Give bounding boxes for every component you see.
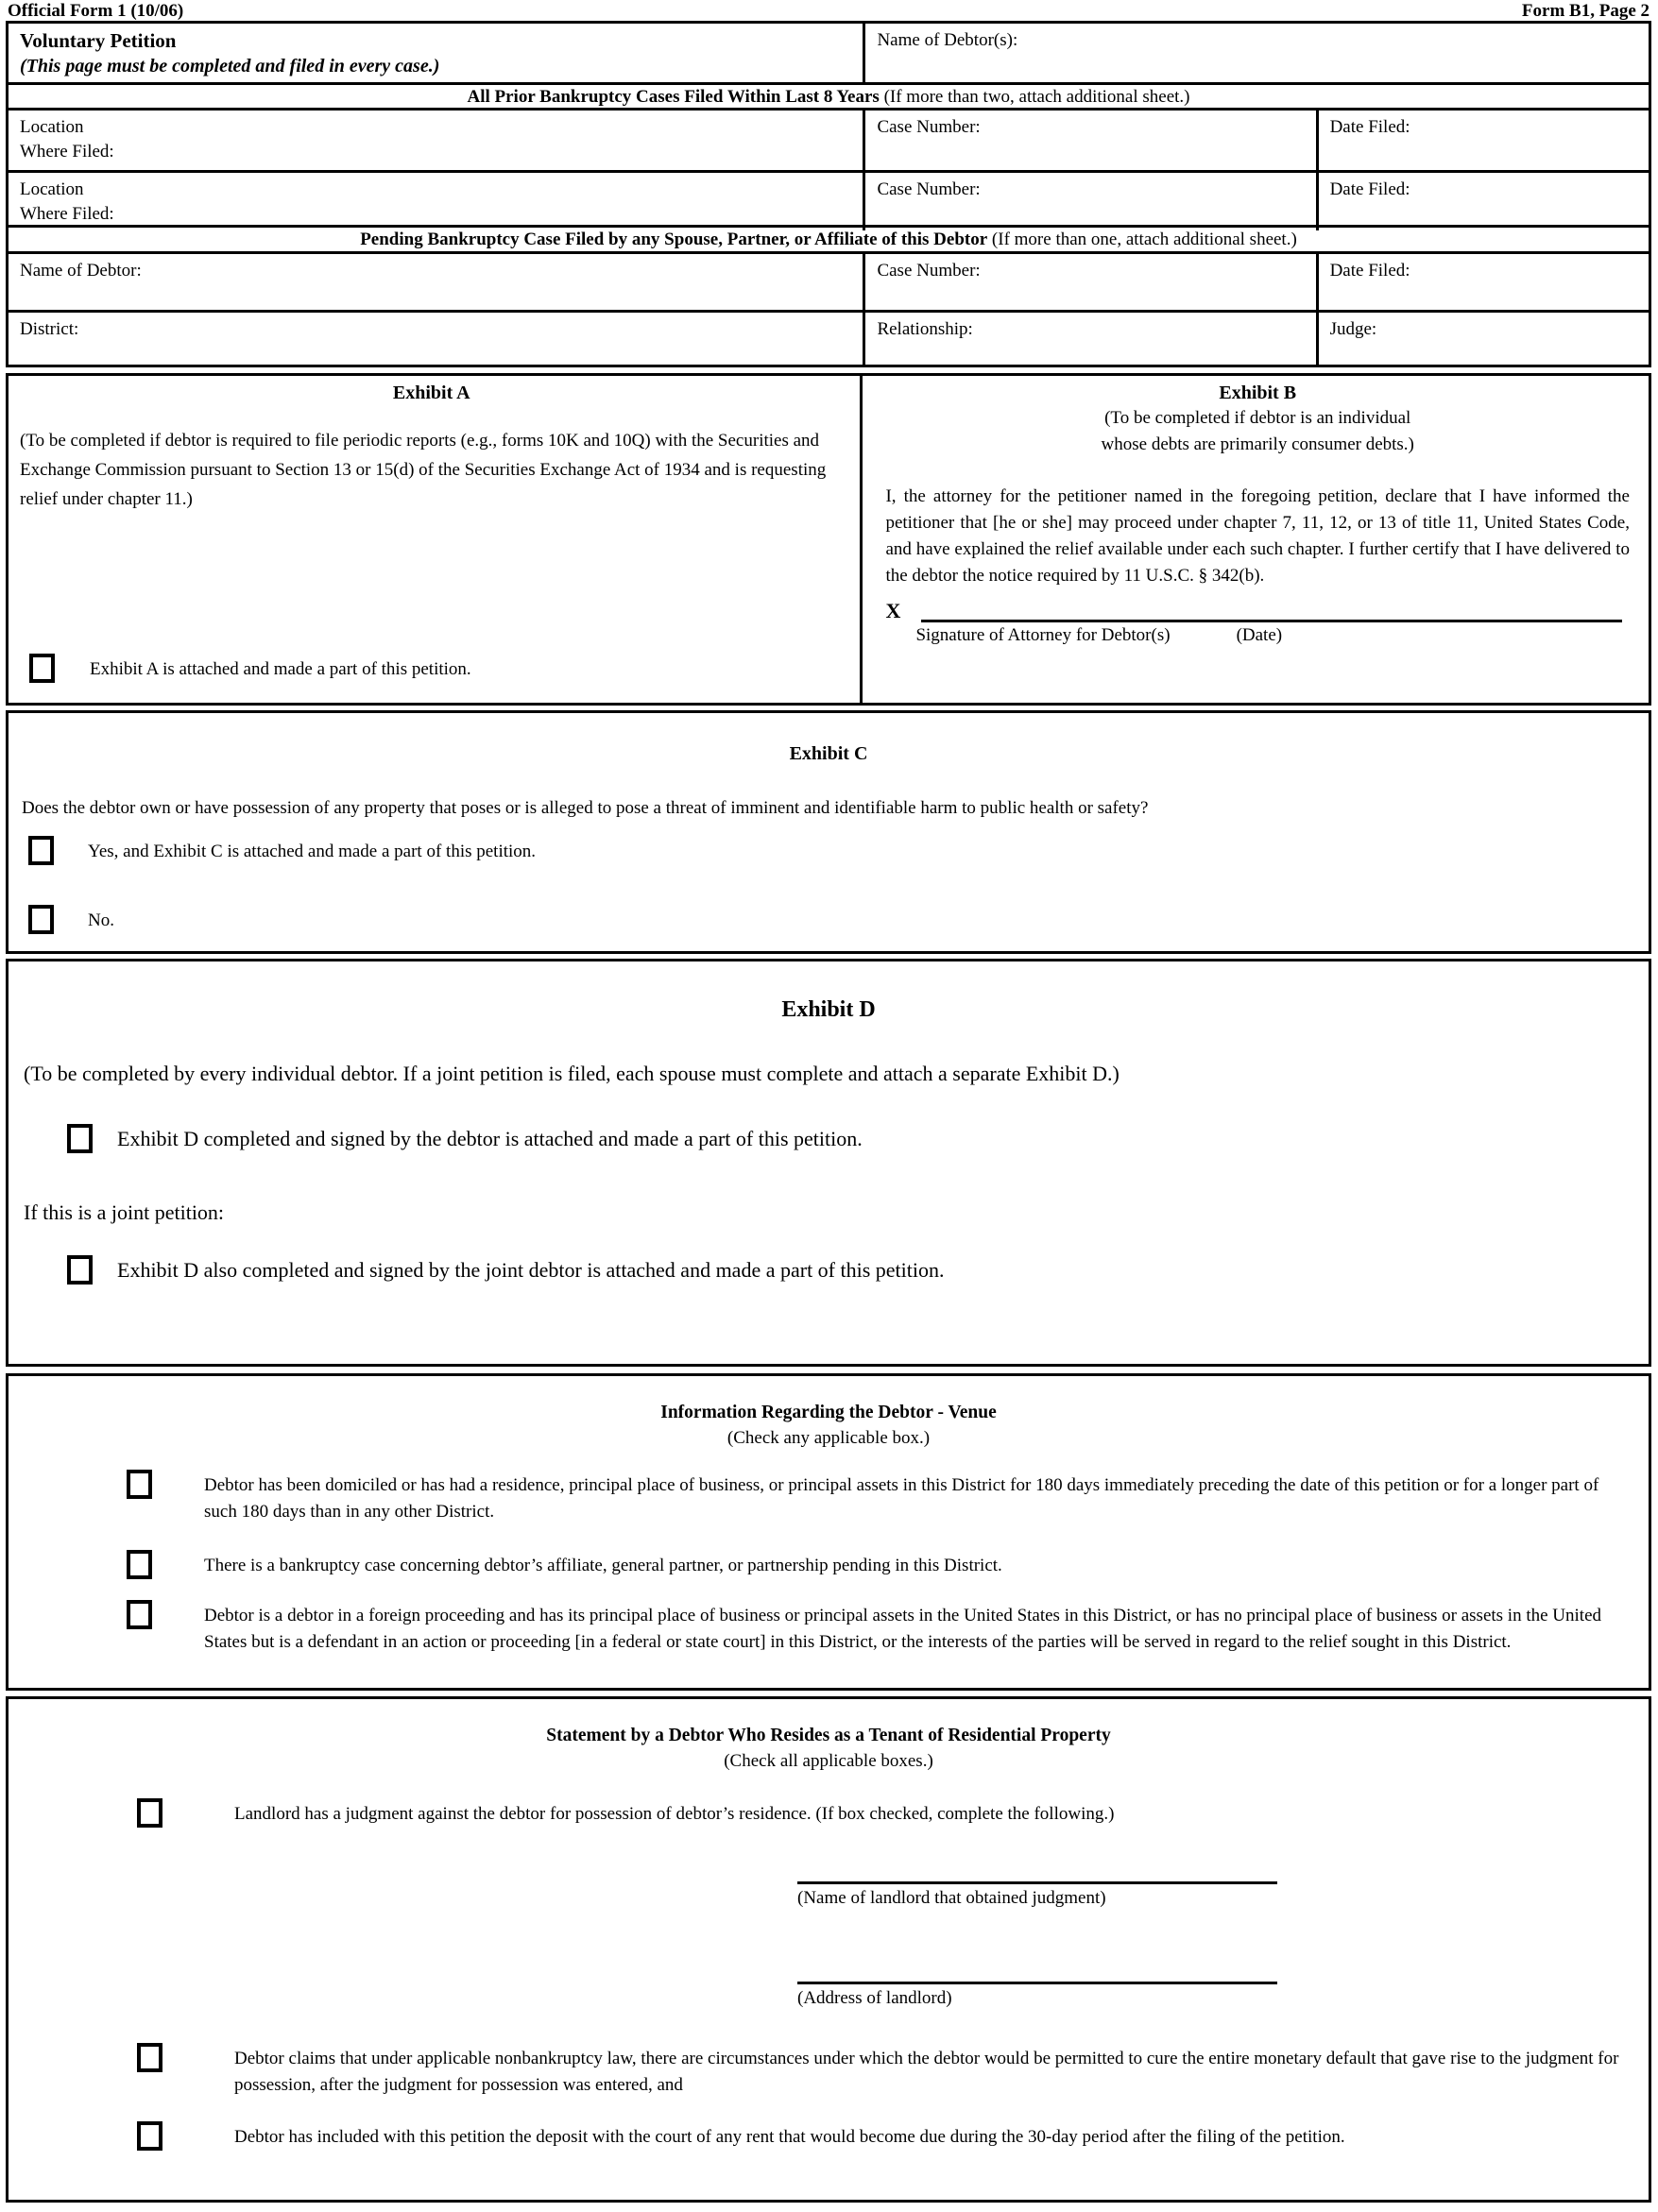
- exhibit-c-yes-checkbox[interactable]: [28, 836, 54, 865]
- voluntary-petition-note: (This page must be completed and filed in every case.): [20, 56, 440, 77]
- exhibit-c-section: [6, 710, 1651, 954]
- prior-cases-note: (If more than two, attach additional sheet.): [879, 87, 1190, 107]
- pending-case-row-1: [9, 251, 1649, 310]
- landlord-address-block: [797, 1965, 1277, 2011]
- tenant-cure-checkbox[interactable]: [137, 2043, 162, 2072]
- exhibit-c-no-label: No.: [88, 910, 114, 930]
- location-label-line2: Where Filed:: [20, 142, 114, 162]
- voluntary-petition-cell: [9, 24, 863, 83]
- exhibit-c-yes-row: [22, 836, 1635, 865]
- exhibit-a-panel: [9, 376, 863, 703]
- exhibit-d-title: Exhibit D: [781, 997, 876, 1022]
- location-where-filed-field-1[interactable]: [9, 111, 863, 170]
- venue-section: [6, 1373, 1651, 1691]
- exhibit-d-debtor-checkbox[interactable]: [67, 1124, 93, 1153]
- exhibit-c-no-checkbox[interactable]: [28, 905, 54, 934]
- exhibit-d-section: [6, 959, 1651, 1367]
- district-field[interactable]: [9, 313, 863, 365]
- tenant-title: Statement by a Debtor Who Resides as a Tenant of Residential Property: [546, 1726, 1111, 1745]
- tenant-cure-row: [27, 2043, 1630, 2099]
- tenant-judgment-checkbox[interactable]: [137, 1798, 162, 1828]
- exhibit-b-title: Exhibit B: [1219, 383, 1297, 403]
- exhibit-b-subtitle-line1: (To be completed if debtor is an individual: [1104, 408, 1411, 428]
- date-filed-field-2[interactable]: [1316, 173, 1649, 230]
- prior-cases-header: All Prior Bankruptcy Cases Filed Within Last 8 Years: [467, 87, 880, 107]
- petition-header-table: [6, 21, 1651, 367]
- date-label: (Date): [1236, 625, 1283, 645]
- attorney-signature-row: [885, 600, 1630, 622]
- case-number-field-1[interactable]: [863, 111, 1315, 170]
- page-header: [6, 0, 1651, 21]
- relationship-field[interactable]: [863, 313, 1315, 365]
- exhibit-a-body: (To be completed if debtor is required to file periodic reports (e.g., forms 10K and 10Q) with the Securities and Exchange Commission pursuant to Section 13 or 15(d) of the Securities Exchange Act of 1934 and is requesting relief under chapter 11.): [20, 431, 827, 509]
- tenant-cure-label: Debtor claims that under applicable nonbankruptcy law, there are circumstances under which the debtor would be permitted to cure the entire monetary default that gave rise to the judgment for possession, after the judgment for possession was entered, and: [234, 2049, 1619, 2095]
- venue-option-affiliate-row: [27, 1550, 1630, 1579]
- venue-affiliate-label: There is a bankruptcy case concerning debtor’s affiliate, general partner, or partnership pending in this District.: [204, 1556, 1002, 1575]
- location-label-line2: Where Filed:: [20, 204, 114, 224]
- tenant-deposit-checkbox[interactable]: [137, 2121, 162, 2151]
- tenant-subtitle: (Check all applicable boxes.): [724, 1751, 933, 1771]
- exhibit-a-title: Exhibit A: [392, 383, 470, 403]
- exhibit-d-joint-note: If this is a joint petition:: [24, 1200, 225, 1224]
- exhibit-a-b-section: [6, 373, 1651, 706]
- tenant-deposit-row: [27, 2121, 1630, 2151]
- case-number-label: Case Number:: [877, 117, 981, 137]
- venue-option-foreign-row: [27, 1600, 1630, 1656]
- venue-domicile-label: Debtor has been domiciled or has had a residence, principal place of business, or principal assets in this District for 180 days immediately preceding the date of this petition or for a longer part of such 180 days than in any other District.: [204, 1475, 1599, 1522]
- prior-case-row-1: [9, 108, 1649, 170]
- exhibit-b-subtitle-line2: whose debts are primarily consumer debts.): [1101, 434, 1414, 454]
- exhibit-d-joint-checkbox[interactable]: [67, 1255, 93, 1285]
- location-label-line1: Location: [20, 117, 84, 137]
- venue-subtitle: (Check any applicable box.): [726, 1428, 931, 1448]
- prior-cases-band: [9, 82, 1649, 108]
- pending-case-band: [9, 225, 1649, 251]
- judge-label: Judge:: [1329, 319, 1377, 339]
- signature-x-mark: X: [885, 599, 901, 622]
- exhibit-b-panel: [863, 376, 1649, 703]
- exhibit-a-checkbox[interactable]: [29, 654, 55, 683]
- exhibit-d-debtor-label: Exhibit D completed and signed by the debtor is attached and made a part of this petition.: [117, 1127, 863, 1150]
- exhibit-c-title: Exhibit C: [789, 743, 868, 764]
- exhibit-a-checkbox-row: [20, 654, 843, 683]
- landlord-address-caption: (Address of landlord): [797, 1988, 952, 2008]
- location-where-filed-field-2[interactable]: [9, 173, 863, 230]
- voluntary-petition-row: [9, 24, 1649, 82]
- exhibit-d-joint-label: Exhibit D also completed and signed by the joint debtor is attached and made a part of this petition.: [117, 1258, 945, 1282]
- date-filed-label: Date Filed:: [1329, 117, 1410, 137]
- pending-case-header: Pending Bankruptcy Case Filed by any Spouse, Partner, or Affiliate of this Debtor: [360, 230, 988, 249]
- landlord-name-line[interactable]: [797, 1865, 1277, 1884]
- date-filed-label: Date Filed:: [1329, 261, 1410, 281]
- venue-option-domicile-row: [27, 1470, 1630, 1525]
- signature-of-attorney-label: Signature of Attorney for Debtor(s): [915, 625, 1171, 645]
- landlord-name-caption: (Name of landlord that obtained judgment): [797, 1888, 1106, 1908]
- district-label: District:: [20, 319, 79, 339]
- name-of-debtor-label: Name of Debtor:: [20, 261, 142, 281]
- venue-foreign-label: Debtor is a debtor in a foreign proceeding and has its principal place of business or principal assets in the United States in this District, or has no principal place of business or assets in the United States but is a defendant in an action or proceeding [in a federal or state court] in this District, or the interests of the parties will be served in regard to the relief sought in this District.: [204, 1606, 1602, 1652]
- exhibit-c-yes-label: Yes, and Exhibit C is attached and made a part of this petition.: [88, 842, 537, 861]
- name-of-debtor-field[interactable]: [9, 254, 863, 310]
- prior-case-row-2: [9, 170, 1649, 225]
- tenant-judgment-row: [27, 1798, 1630, 1828]
- attorney-signature-line[interactable]: [921, 602, 1622, 622]
- location-label-line1: Location: [20, 179, 84, 199]
- pending-case-number-field[interactable]: [863, 254, 1315, 310]
- case-number-label: Case Number:: [877, 261, 981, 281]
- venue-affiliate-checkbox[interactable]: [127, 1550, 152, 1579]
- tenant-deposit-label: Debtor has included with this petition the deposit with the court of any rent that would become due during the 30-day period after the filing of the petition.: [234, 2127, 1345, 2147]
- exhibit-c-question: Does the debtor own or have possession of any property that poses or is alleged to pose a threat of imminent and identifiable harm to public health or safety?: [22, 798, 1149, 818]
- venue-foreign-checkbox[interactable]: [127, 1600, 152, 1629]
- exhibit-d-joint-row: [24, 1255, 1633, 1285]
- date-filed-field-1[interactable]: [1316, 111, 1649, 170]
- name-of-debtors-label: Name of Debtor(s):: [877, 30, 1018, 50]
- pending-case-row-2: [9, 310, 1649, 365]
- exhibit-a-checkbox-label: Exhibit A is attached and made a part of this petition.: [90, 659, 471, 679]
- date-filed-label: Date Filed:: [1329, 179, 1410, 199]
- tenant-statement-section: [6, 1696, 1651, 2203]
- pending-date-filed-field[interactable]: [1316, 254, 1649, 310]
- attorney-signature-caption: [885, 623, 1630, 647]
- landlord-address-line[interactable]: [797, 1965, 1277, 1984]
- landlord-name-block: [797, 1865, 1277, 1911]
- venue-domicile-checkbox[interactable]: [127, 1470, 152, 1499]
- tenant-judgment-label: Landlord has a judgment against the debtor for possession of debtor’s residence. (If box checked, complete the following.): [234, 1804, 1115, 1824]
- judge-field[interactable]: [1316, 313, 1649, 365]
- name-of-debtors-field[interactable]: [863, 24, 1649, 83]
- relationship-label: Relationship:: [877, 319, 973, 339]
- voluntary-petition-title: Voluntary Petition: [20, 29, 177, 52]
- form-page-label: Form B1, Page 2: [1521, 1, 1649, 21]
- exhibit-d-debtor-row: [24, 1124, 1633, 1153]
- venue-title: Information Regarding the Debtor - Venue: [660, 1403, 997, 1422]
- exhibit-b-declaration: I, the attorney for the petitioner named in the foregoing petition, declare that I have informed the petitioner that [he or she] may proceed under chapter 7, 11, 12, or 13 of title 11, United States Code, and have explained the relief available under each such chapter. I further certify that I have delivered to the debtor the notice required by 11 U.S.C. § 342(b).: [885, 486, 1630, 586]
- form-id-label: Official Form 1 (10/06): [8, 1, 184, 21]
- exhibit-d-intro: (To be completed by every individual debtor. If a joint petition is filed, each spouse must complete and attach a separate Exhibit D.): [24, 1062, 1120, 1085]
- pending-case-note: (If more than one, attach additional sheet.): [987, 230, 1297, 249]
- exhibit-c-no-row: [22, 905, 1635, 934]
- case-number-field-2[interactable]: [863, 173, 1315, 230]
- case-number-label: Case Number:: [877, 179, 981, 199]
